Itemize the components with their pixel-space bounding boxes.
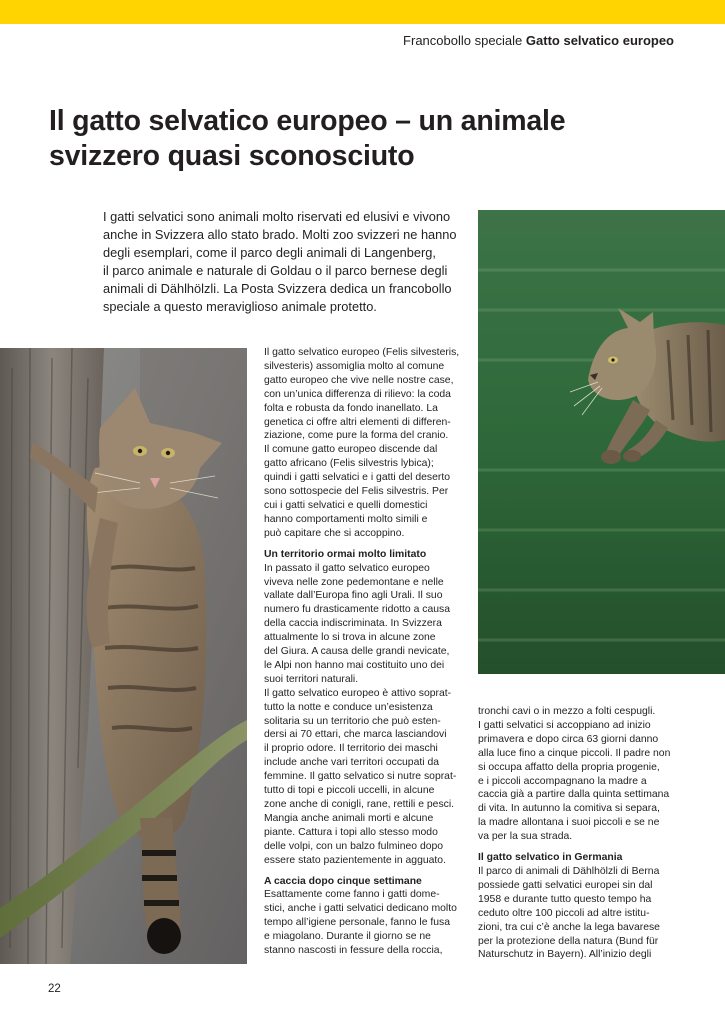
lead-paragraph	[103, 208, 471, 316]
section-heading-caccia: A caccia dopo cinque settimane	[264, 875, 422, 887]
caccia-paragraph-line: tempo all’igiene personale, fanno le fusa	[264, 917, 451, 929]
territorio-paragraph-line: attualmente lo si trova in alcune zone	[264, 632, 436, 644]
intro-paragraph-line: ziazione, come pure la forma del cranio.	[264, 430, 449, 442]
body-column-2	[478, 705, 683, 962]
caccia-paragraph	[264, 888, 469, 958]
intro-paragraph-line: può capitare che si accoppino.	[264, 527, 405, 539]
territorio-paragraph-line: tutto la notte e conduce un’esistenza	[264, 701, 433, 713]
intro-paragraph-line: con un’unica differenza di rilievo: la coda	[264, 388, 451, 400]
germania-paragraph-line: Naturschutz in Bayern). All’inizio degli	[478, 949, 652, 961]
territorio-paragraph-line: essere stato pazientemente in agguato.	[264, 854, 446, 866]
header-prefix: Francobollo speciale	[403, 33, 523, 48]
title-line-2: svizzero quasi sconosciuto	[49, 140, 415, 172]
section-heading-germania: Il gatto selvatico in Germania	[478, 852, 623, 864]
germania-paragraph-line: 1958 e durante tutto questo tempo ha	[478, 893, 652, 905]
territorio-paragraph-line: zone anche di conigli, rane, rettili e pesci.	[264, 799, 455, 810]
intro-paragraph-line: Il gatto selvatico europeo (Felis silvesteris,	[264, 347, 460, 358]
territorio-paragraph-line: include anche vari territori occupati da	[264, 757, 440, 769]
territorio-paragraph-line: il proprio odore. Il territorio dei maschi	[264, 743, 438, 755]
germania-paragraph-line: possiede gatti selvatici europei sin dal	[478, 879, 653, 891]
territorio-paragraph-line: suoi territori naturali.	[264, 673, 359, 685]
intro-paragraph-line: sono sottospecie del Felis silvestris. Per	[264, 486, 449, 498]
intro-paragraph	[264, 346, 469, 541]
intro-paragraph-line: cui i gatti selvatici e quelli domestici	[264, 499, 428, 511]
territorio-paragraph	[264, 562, 469, 868]
intro-paragraph-line: hanno comportamenti molto simili e	[264, 513, 428, 525]
continuation-paragraph	[478, 705, 683, 844]
intro-paragraph-line: Il comune gatto europeo discende dal	[264, 444, 438, 456]
continuation-paragraph-line: tronchi cavi o in mezzo a folti cespugli.	[478, 706, 656, 717]
lead-paragraph-line: I gatti selvatici sono animali molto riservati ed elusivi e vivono	[103, 209, 451, 224]
intro-paragraph-line: gatto africano (Felis silvestris lybica);	[264, 458, 434, 470]
territorio-paragraph-line: Il gatto selvatico europeo è attivo soprat-	[264, 687, 452, 699]
section-heading-territorio: Un territorio ormai molto limitato	[264, 548, 427, 560]
germania-paragraph-line: Il parco di animali di Dählhölzli di Berna	[478, 865, 660, 877]
territorio-paragraph-line: delle volpi, con un balzo fulmineo dopo	[264, 840, 444, 852]
germania-paragraph-line: ceduto oltre 100 piccoli ad altre istitu-	[478, 907, 650, 919]
germania-paragraph-line: zioni, tra cui c’è anche la lega bavarese	[478, 921, 660, 933]
header-subject: Gatto selvatico europeo	[525, 33, 674, 48]
continuation-paragraph-line: alla luce fino a cinque piccoli. Il padre non	[478, 747, 671, 759]
territorio-paragraph-line: della caccia indiscriminata. In Svizzera	[264, 618, 442, 630]
caccia-paragraph-line: stanno nascosti in fessure della roccia,	[264, 945, 443, 957]
lead-paragraph-line: speciale a questo meraviglioso animale protetto.	[103, 299, 377, 314]
caccia-paragraph-line: e miagolano. Durante il giorno se ne	[264, 931, 431, 943]
wildcat-climbing-tree-photo	[0, 348, 247, 964]
territorio-paragraph-line: piante. Cattura i topi allo stesso modo	[264, 826, 438, 838]
territorio-paragraph-line: vallate dall’Europa fino agli Urali. Il suo	[264, 590, 443, 602]
germania-paragraph	[478, 865, 683, 962]
page-number: 22	[48, 983, 61, 995]
territorio-paragraph-line: viveva nelle zone pedemontane e nelle	[264, 576, 444, 588]
territorio-paragraph-line: dersi ai 70 ettari, che marca lasciandovi	[264, 729, 447, 741]
territorio-paragraph-line: tutto di topi e piccoli uccelli, in alcune	[264, 785, 435, 797]
top-accent-bar	[0, 0, 725, 24]
territorio-paragraph-line: le Alpi non hanno mai costituito uno dei	[264, 659, 445, 671]
caccia-paragraph-line: Esattamente come fanno i gatti dome-	[264, 889, 440, 901]
intro-paragraph-line: genetica ci offre altri elementi di differen-	[264, 416, 451, 428]
territorio-paragraph-line: solitaria su un territorio che può esten-	[264, 715, 441, 727]
lead-paragraph-line: degli esemplari, come il parco degli animali di Langenberg,	[103, 245, 436, 260]
territorio-paragraph-line: In passato il gatto selvatico europeo	[264, 562, 430, 574]
intro-paragraph-line: silvesteris) assomiglia molto al comune	[264, 360, 445, 372]
intro-paragraph-line: quindi i gatti selvatici e i gatti del deserto	[264, 472, 450, 484]
intro-paragraph-line: folta e robusta da fondo inanellato. La	[264, 402, 438, 414]
continuation-paragraph-line: primavera e dopo circa 63 giorni danno	[478, 733, 659, 745]
intro-paragraph-line: gatto europeo che vive nelle nostre case,	[264, 374, 454, 386]
continuation-paragraph-line: e i piccoli accompagnano la madre a	[478, 775, 647, 787]
territorio-paragraph-line: del Giura. A causa delle grandi nevicate,	[264, 646, 450, 658]
lead-paragraph-line: anche in Svizzera allo stato brado. Molti zoo svizzeri ne hanno	[103, 227, 457, 242]
article-title	[49, 104, 689, 174]
lead-paragraph-line: animali di Dählhölzli. La Posta Svizzera dedica un francobollo	[103, 281, 452, 296]
continuation-paragraph-line: si occupa affatto della propria progenie,	[478, 761, 660, 773]
territorio-paragraph-line: numero fu drasticamente ridotto a causa	[264, 604, 450, 616]
running-header	[403, 33, 674, 48]
germania-paragraph-line: per la protezione della natura (Bund für	[478, 935, 659, 947]
title-line-1: Il gatto selvatico europeo – un animale	[49, 105, 566, 137]
continuation-paragraph-line: di vita. In autunno la comitiva si separa,	[478, 803, 660, 815]
continuation-paragraph-line: va per la sua strada.	[478, 831, 573, 843]
continuation-paragraph-line: I gatti selvatici si accoppiano ad inizio	[478, 719, 651, 731]
wildcat-leaping-photo	[478, 210, 725, 674]
continuation-paragraph-line: la madre allontana i suoi piccoli e se ne	[478, 817, 660, 829]
lead-paragraph-line: il parco animale e naturale di Goldau o il parco bernese degli	[103, 263, 448, 278]
territorio-paragraph-line: femmine. Il gatto selvatico si nutre soprat-	[264, 771, 457, 783]
caccia-paragraph-line: stici, anche i gatti selvatici dedicano molto	[264, 903, 457, 915]
body-column-1	[264, 346, 469, 958]
territorio-paragraph-line: Mangia anche animali morti e alcune	[264, 812, 434, 824]
continuation-paragraph-line: caccia già a partire dalla quinta settimana	[478, 789, 670, 801]
